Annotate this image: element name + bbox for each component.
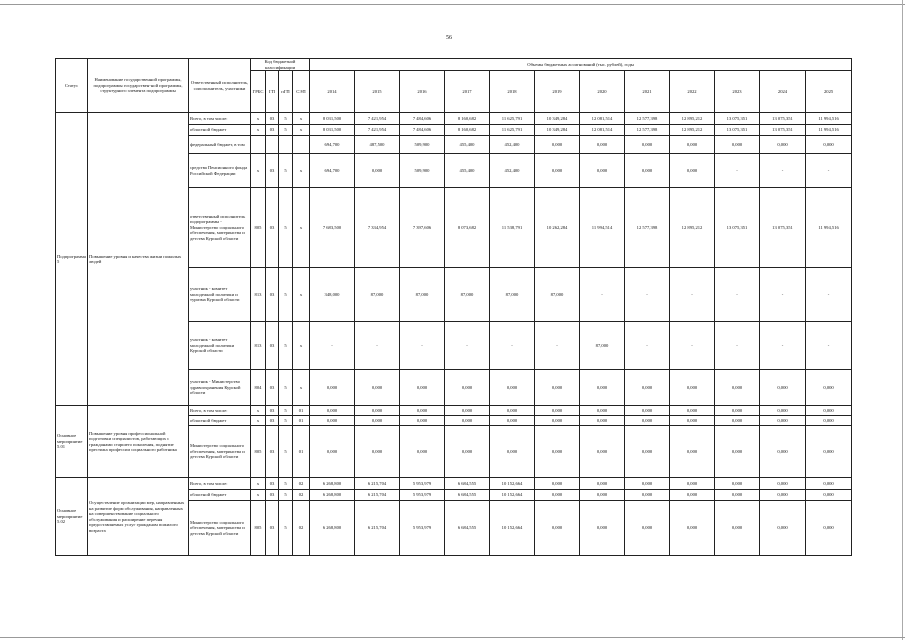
value-cell: 8 031,500: [310, 125, 355, 136]
value-cell: 0,000: [806, 370, 852, 406]
code-cell: 5: [279, 125, 293, 136]
row-name: Повышение уровня и качества жизни пожилых людей: [88, 113, 189, 406]
value-cell: 0,000: [625, 406, 670, 416]
value-cell: 0,000: [580, 501, 625, 556]
value-cell: 0,000: [760, 490, 806, 501]
value-cell: 13 075,351: [760, 188, 806, 268]
code-cell: 03: [266, 154, 279, 188]
value-cell: 87,000: [400, 268, 445, 322]
header-responsible: Ответственный исполнитель, соисполнитель, участники: [189, 59, 251, 113]
header-year: 2014: [310, 71, 355, 113]
value-cell: 0,000: [625, 426, 670, 478]
value-cell: 0,000: [625, 154, 670, 188]
code-cell: 5: [279, 406, 293, 416]
code-cell: 5: [279, 154, 293, 188]
value-cell: 0,000: [355, 154, 400, 188]
value-cell: 6 684,555: [445, 490, 490, 501]
value-cell: 0,000: [490, 406, 535, 416]
value-cell: 694,700: [310, 136, 355, 154]
value-cell: 0,000: [490, 426, 535, 478]
value-cell: 487,500: [355, 136, 400, 154]
value-cell: 0,000: [580, 416, 625, 426]
value-cell: -: [490, 322, 535, 370]
code-cell: х: [251, 125, 266, 136]
value-cell: 87,000: [490, 268, 535, 322]
value-cell: 10 152,664: [490, 501, 535, 556]
value-cell: 5 953,979: [400, 478, 445, 490]
scan-edge-right: [902, 0, 903, 640]
code-cell: 03: [266, 188, 279, 268]
value-cell: 87,000: [355, 268, 400, 322]
code-cell: х: [293, 188, 310, 268]
value-cell: 0,000: [625, 478, 670, 490]
value-cell: 0,000: [670, 370, 715, 406]
header-year: 2017: [445, 71, 490, 113]
row-status: Подпрограмма 5: [56, 113, 88, 406]
value-cell: 7 683,500: [310, 188, 355, 268]
value-cell: 10 349,284: [535, 113, 580, 125]
code-cell: 03: [266, 501, 279, 556]
value-cell: -: [760, 154, 806, 188]
header-code-col: пГП: [279, 71, 293, 113]
value-cell: 10 262,284: [535, 188, 580, 268]
value-cell: 12 081,514: [580, 125, 625, 136]
value-cell: 5 953,979: [400, 501, 445, 556]
code-cell: х: [293, 370, 310, 406]
value-cell: -: [355, 322, 400, 370]
code-cell: 03: [266, 490, 279, 501]
value-cell: 0,000: [535, 426, 580, 478]
code-cell: 03: [266, 268, 279, 322]
code-cell: 805: [251, 501, 266, 556]
value-cell: 0,000: [445, 406, 490, 416]
value-cell: 0,000: [445, 426, 490, 478]
value-cell: 7 421,954: [355, 113, 400, 125]
value-cell: 0,000: [670, 154, 715, 188]
row-participant: областной бюджет: [189, 416, 251, 426]
header-year: 2021: [625, 71, 670, 113]
code-cell: [251, 136, 266, 154]
value-cell: 0,000: [580, 490, 625, 501]
value-cell: 0,000: [715, 490, 760, 501]
value-cell: 0,000: [760, 478, 806, 490]
value-cell: -: [806, 322, 852, 370]
value-cell: 0,000: [715, 416, 760, 426]
value-cell: 0,000: [535, 406, 580, 416]
code-cell: х: [293, 268, 310, 322]
row-participant: федеральный бюджет, в том: [189, 136, 251, 154]
code-cell: 5: [279, 322, 293, 370]
value-cell: 0,000: [355, 370, 400, 406]
value-cell: 0,000: [535, 416, 580, 426]
value-cell: 694,700: [310, 154, 355, 188]
header-volumes-group: Объемы бюджетных ассигнований (тыс. рублей), годы: [310, 59, 852, 71]
budget-table: [55, 58, 852, 556]
code-cell: х: [251, 478, 266, 490]
scan-edge-bottom: [0, 637, 905, 638]
value-cell: 13 075,351: [715, 113, 760, 125]
page-number: 56: [446, 35, 452, 41]
code-cell: 03: [266, 426, 279, 478]
value-cell: 6 215,704: [355, 501, 400, 556]
value-cell: 7 484,606: [400, 125, 445, 136]
value-cell: 348,000: [310, 268, 355, 322]
value-cell: 509,900: [400, 154, 445, 188]
value-cell: 0,000: [715, 136, 760, 154]
value-cell: 0,000: [445, 416, 490, 426]
value-cell: -: [310, 322, 355, 370]
value-cell: 0,000: [760, 501, 806, 556]
header-year: 2024: [760, 71, 806, 113]
value-cell: 8 160,682: [445, 125, 490, 136]
value-cell: -: [445, 322, 490, 370]
code-cell: 02: [293, 490, 310, 501]
value-cell: 455,400: [445, 154, 490, 188]
value-cell: 0,000: [355, 426, 400, 478]
value-cell: 0,000: [625, 416, 670, 426]
value-cell: 0,000: [355, 406, 400, 416]
header-year: 2018: [490, 71, 535, 113]
value-cell: 0,000: [625, 490, 670, 501]
header-code-group: Код бюджетной классификации: [251, 59, 310, 71]
value-cell: 0,000: [670, 501, 715, 556]
code-cell: 01: [293, 416, 310, 426]
value-cell: 0,000: [625, 370, 670, 406]
value-cell: 87,000: [445, 268, 490, 322]
value-cell: 0,000: [670, 426, 715, 478]
value-cell: 87,000: [535, 268, 580, 322]
code-cell: 02: [293, 501, 310, 556]
value-cell: 0,000: [535, 154, 580, 188]
value-cell: 0,000: [806, 136, 852, 154]
value-cell: 0,000: [760, 406, 806, 416]
value-cell: -: [670, 268, 715, 322]
value-cell: 12 895,212: [670, 188, 715, 268]
value-cell: 11 625,791: [490, 125, 535, 136]
value-cell: 13 075,351: [715, 188, 760, 268]
value-cell: 0,000: [400, 426, 445, 478]
table-row: [56, 406, 852, 416]
row-name: Осуществление организации мер, направленных на развитие форм обслуживания, направленных на совершенствование социального обслуживания и расширение перечня предоставляемых услуг гражданам пожилого возраста: [88, 478, 189, 556]
row-participant: Министерство социального обеспечения, материнства и детства Курской области: [189, 501, 251, 556]
row-participant: участник - Министерство здравоохранения Курской области: [189, 370, 251, 406]
row-participant: Всего, в том числе:: [189, 478, 251, 490]
value-cell: 0,000: [580, 478, 625, 490]
value-cell: 0,000: [670, 136, 715, 154]
value-cell: 0,000: [400, 416, 445, 426]
value-cell: 11 994,516: [806, 125, 852, 136]
row-participant: Всего, в том числе:: [189, 113, 251, 125]
value-cell: 0,000: [715, 501, 760, 556]
code-cell: 5: [279, 113, 293, 125]
table-row: [56, 113, 852, 125]
row-participant: средства Пенсионного фонда Российской Федерации: [189, 154, 251, 188]
value-cell: 87,000: [580, 322, 625, 370]
value-cell: 11 994,516: [806, 113, 852, 125]
value-cell: 8 073,682: [445, 188, 490, 268]
value-cell: 0,000: [715, 370, 760, 406]
value-cell: 0,000: [806, 406, 852, 416]
value-cell: 12 577,398: [625, 125, 670, 136]
value-cell: 0,000: [670, 416, 715, 426]
code-cell: 5: [279, 501, 293, 556]
value-cell: 0,000: [490, 370, 535, 406]
value-cell: 0,000: [806, 478, 852, 490]
value-cell: 0,000: [715, 478, 760, 490]
code-cell: х: [293, 154, 310, 188]
code-cell: 02: [293, 478, 310, 490]
value-cell: 12 577,398: [625, 113, 670, 125]
value-cell: 0,000: [580, 426, 625, 478]
header-year: 2015: [355, 71, 400, 113]
value-cell: 6 684,555: [445, 501, 490, 556]
value-cell: 0,000: [310, 426, 355, 478]
value-cell: 0,000: [580, 154, 625, 188]
value-cell: 0,000: [310, 416, 355, 426]
header-year: 2019: [535, 71, 580, 113]
code-cell: 03: [266, 113, 279, 125]
value-cell: -: [760, 268, 806, 322]
value-cell: 12 081,514: [580, 113, 625, 125]
value-cell: 8 160,682: [445, 113, 490, 125]
row-participant: участник - комитет молодежной политики и туризма Курской области: [189, 268, 251, 322]
code-cell: 01: [293, 406, 310, 416]
code-cell: х: [251, 113, 266, 125]
value-cell: 13 075,351: [760, 125, 806, 136]
value-cell: -: [400, 322, 445, 370]
value-cell: 12 895,212: [670, 113, 715, 125]
header-year: 2020: [580, 71, 625, 113]
value-cell: 7 334,954: [355, 188, 400, 268]
header-year: 2022: [670, 71, 715, 113]
value-cell: 0,000: [400, 406, 445, 416]
header-name: Наименование государственной программы, подпрограммы государствен-ной программы, структурного элемента подпрограммы: [88, 59, 189, 113]
value-cell: 0,000: [760, 370, 806, 406]
value-cell: 0,000: [806, 501, 852, 556]
header-year: 2025: [806, 71, 852, 113]
header-code-col: ГРБС: [251, 71, 266, 113]
value-cell: 10 349,284: [535, 125, 580, 136]
value-cell: 12 895,212: [670, 125, 715, 136]
value-cell: -: [806, 268, 852, 322]
header-status: Статус: [56, 59, 88, 113]
value-cell: 7 484,606: [400, 113, 445, 125]
value-cell: 10 152,664: [490, 490, 535, 501]
code-cell: х: [251, 416, 266, 426]
value-cell: 0,000: [535, 501, 580, 556]
value-cell: 13 075,351: [715, 125, 760, 136]
value-cell: -: [625, 322, 670, 370]
header-year: 2023: [715, 71, 760, 113]
value-cell: 11 625,791: [490, 113, 535, 125]
value-cell: -: [715, 268, 760, 322]
code-cell: [279, 136, 293, 154]
value-cell: 11 994,514: [580, 188, 625, 268]
value-cell: 0,000: [535, 478, 580, 490]
value-cell: 0,000: [625, 136, 670, 154]
code-cell: 5: [279, 268, 293, 322]
value-cell: 6 215,704: [355, 478, 400, 490]
code-cell: х: [293, 113, 310, 125]
value-cell: 10 152,664: [490, 478, 535, 490]
value-cell: -: [715, 322, 760, 370]
code-cell: 03: [266, 125, 279, 136]
value-cell: 6 268,800: [310, 478, 355, 490]
code-cell: х: [251, 490, 266, 501]
value-cell: 6 215,704: [355, 490, 400, 501]
value-cell: 0,000: [445, 370, 490, 406]
value-cell: 0,000: [580, 406, 625, 416]
row-participant: областной бюджет: [189, 125, 251, 136]
code-cell: 5: [279, 188, 293, 268]
value-cell: 0,000: [806, 426, 852, 478]
value-cell: -: [580, 268, 625, 322]
value-cell: -: [625, 268, 670, 322]
code-cell: 03: [266, 416, 279, 426]
code-cell: 805: [251, 426, 266, 478]
value-cell: 0,000: [715, 426, 760, 478]
code-cell: 5: [279, 416, 293, 426]
value-cell: 0,000: [580, 136, 625, 154]
value-cell: 0,000: [535, 490, 580, 501]
value-cell: 12 577,398: [625, 188, 670, 268]
value-cell: 0,000: [535, 136, 580, 154]
value-cell: 0,000: [670, 478, 715, 490]
value-cell: 7 421,954: [355, 125, 400, 136]
row-participant: областной бюджет: [189, 490, 251, 501]
value-cell: 0,000: [490, 416, 535, 426]
value-cell: -: [535, 322, 580, 370]
value-cell: -: [670, 322, 715, 370]
code-cell: 5: [279, 370, 293, 406]
value-cell: 6 684,555: [445, 478, 490, 490]
value-cell: 452,400: [490, 136, 535, 154]
value-cell: 0,000: [625, 501, 670, 556]
value-cell: 0,000: [355, 416, 400, 426]
row-participant: Всего, в том числе:: [189, 406, 251, 416]
code-cell: х: [293, 125, 310, 136]
code-cell: 03: [266, 406, 279, 416]
row-participant: участник - комитет молодежной политики Курской области: [189, 322, 251, 370]
value-cell: 509,900: [400, 136, 445, 154]
value-cell: 0,000: [535, 370, 580, 406]
code-cell: 804: [251, 370, 266, 406]
row-status: Основное мероприятие 5.02: [56, 478, 88, 556]
value-cell: 11 994,516: [806, 188, 852, 268]
scan-edge-top: [0, 4, 905, 5]
code-cell: 805: [251, 188, 266, 268]
code-cell: [266, 136, 279, 154]
code-cell: 5: [279, 490, 293, 501]
value-cell: 0,000: [760, 426, 806, 478]
value-cell: 0,000: [310, 406, 355, 416]
code-cell: 813: [251, 322, 266, 370]
code-cell: 5: [279, 426, 293, 478]
value-cell: -: [806, 154, 852, 188]
code-cell: х: [251, 154, 266, 188]
value-cell: 5 953,979: [400, 490, 445, 501]
header-year: 2016: [400, 71, 445, 113]
value-cell: 7 397,606: [400, 188, 445, 268]
header-code-col: ГП: [266, 71, 279, 113]
code-cell: 03: [266, 370, 279, 406]
code-cell: 03: [266, 478, 279, 490]
row-name: Повышение уровня профессиональной подготовки специалистов, работающих с гражданами старшего поколения, поднятие престижа профессии социального работника: [88, 406, 189, 478]
code-cell: 03: [266, 322, 279, 370]
value-cell: 452,400: [490, 154, 535, 188]
value-cell: 0,000: [670, 406, 715, 416]
value-cell: 6 268,800: [310, 501, 355, 556]
code-cell: [293, 136, 310, 154]
value-cell: 13 075,351: [760, 113, 806, 125]
code-cell: 813: [251, 268, 266, 322]
value-cell: 0,000: [400, 370, 445, 406]
value-cell: 0,000: [760, 416, 806, 426]
value-cell: 0,000: [310, 370, 355, 406]
value-cell: 0,000: [806, 490, 852, 501]
table-row: [56, 478, 852, 490]
value-cell: -: [715, 154, 760, 188]
value-cell: 11 538,791: [490, 188, 535, 268]
row-status: Основное мероприятие 5.01: [56, 406, 88, 478]
header-code-col: СЭП: [293, 71, 310, 113]
value-cell: 0,000: [670, 490, 715, 501]
row-participant: ответственный исполнитель подпрограммы - Министерство социального обеспечения, материнства и детства Курской области: [189, 188, 251, 268]
value-cell: 0,000: [580, 370, 625, 406]
row-participant: Министерство социального обеспечения, материнства и детства Курской области: [189, 426, 251, 478]
code-cell: 01: [293, 426, 310, 478]
value-cell: 0,000: [760, 136, 806, 154]
value-cell: -: [760, 322, 806, 370]
value-cell: 6 268,800: [310, 490, 355, 501]
value-cell: 0,000: [715, 406, 760, 416]
code-cell: 5: [279, 478, 293, 490]
value-cell: 0,000: [806, 416, 852, 426]
value-cell: 8 031,500: [310, 113, 355, 125]
code-cell: х: [293, 322, 310, 370]
value-cell: 455,400: [445, 136, 490, 154]
code-cell: х: [251, 406, 266, 416]
